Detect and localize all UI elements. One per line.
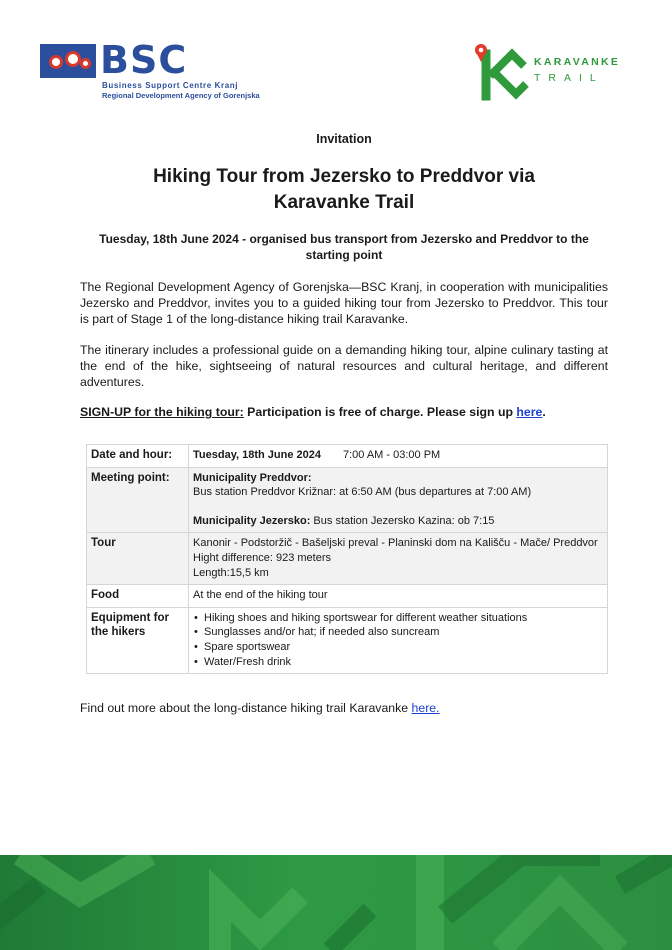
tour-height-difference: Hight difference: 923 meters [193,551,331,564]
page-subtitle: Tuesday, 18th June 2024 - organised bus transport from Jezersko and Preddvor to the starting point [99,232,589,262]
tour-length: Length:15,5 km [193,566,269,579]
row-value: At the end of the hiking tour [189,585,608,608]
table-row-food [87,585,608,608]
row-value [189,467,608,533]
meeting-jezersko-text: Bus station Jezersko Kazina: ob 7:15 [310,514,495,527]
tour-date: Tuesday, 18th June 2024 [193,449,321,461]
equipment-list [193,611,603,669]
meeting-jezersko [193,514,603,529]
bsc-wordmark: BSC [100,38,188,82]
bsc-agency-name: Regional Development Agency of Gorenjska [102,91,260,100]
trail-k-icon [472,40,532,102]
bsc-tagline: Business Support Centre Kranj [102,81,239,90]
kt-wordmark-trail: TRAIL [534,72,604,84]
itinerary-paragraph: The itinerary includes a professional guide on a demanding hiking tour, alpine culinary tasting at the end of the hike, sightseeing of natural resources and cultural heritage, and different adventures. [80,343,608,389]
page-title [80,164,608,216]
karavanke-trail-logo [472,40,642,102]
list-item: • Spare sportswear [193,640,603,655]
row-key: Tour [87,533,189,585]
row-key: Meeting point: [87,467,189,533]
signup-line [80,404,608,420]
tour-details-table [86,444,608,674]
meeting-jezersko-title: Municipality Jezersko: [193,514,311,527]
decorative-footer-band [0,855,672,950]
more-info-line [80,700,608,716]
signup-text: Participation is free of charge. Please sign up [243,405,517,419]
title-line-2: Karavanke Trail [273,192,415,213]
row-value [189,607,608,673]
row-value [189,445,608,468]
more-info-text: Find out more about the long-distance hiking trail Karavanke [80,701,412,715]
meeting-preddvor-text: Bus station Preddvor Križnar: at 6:50 AM (bus departures at 7:00 AM) [193,486,532,499]
table-row-equipment [87,607,608,673]
intro-paragraph: The Regional Development Agency of Gorenjska—BSC Kranj, in cooperation with municipalities Jezersko and Preddvor, invites you to a guided hiking tour from Jezersko to Preddvor. This tour is part of Stage 1 of the long-distance hiking trail Karavanke. [80,280,608,326]
row-key: Food [87,585,189,608]
signup-end: . [542,405,546,419]
row-key: Date and hour: [87,445,189,468]
signup-label: SIGN-UP for the hiking tour: [80,405,244,419]
list-item: • Sunglasses and/or hat; if needed also suncream [193,625,603,640]
title-line-1: Hiking Tour from Jezersko to Preddvor via [153,166,535,187]
table-row-meeting [87,467,608,533]
tour-route: Kanonir - Podstoržič - Bašeljski preval - Planinski dom na Kališču - Mače/ Preddvor [193,537,598,550]
meeting-preddvor-title: Municipality Preddvor: [193,471,312,484]
table-row-date [87,445,608,468]
list-item: • Water/Fresh drink [193,655,603,670]
trail-pattern-graphic [0,855,672,950]
bsc-logo [40,38,280,102]
table-row-tour [87,533,608,585]
list-item: • Hiking shoes and hiking sportswear for different weather situations [193,611,603,626]
gears-icon [40,44,96,78]
row-value [189,533,608,585]
invitation-label: Invitation [316,132,372,146]
more-info-link[interactable]: here. [411,701,440,715]
kt-wordmark: KARAVANKE [534,56,621,68]
row-key: Equipment for the hikers [87,607,189,673]
signup-link[interactable]: here [516,405,543,419]
tour-time: 7:00 AM - 03:00 PM [342,449,441,461]
